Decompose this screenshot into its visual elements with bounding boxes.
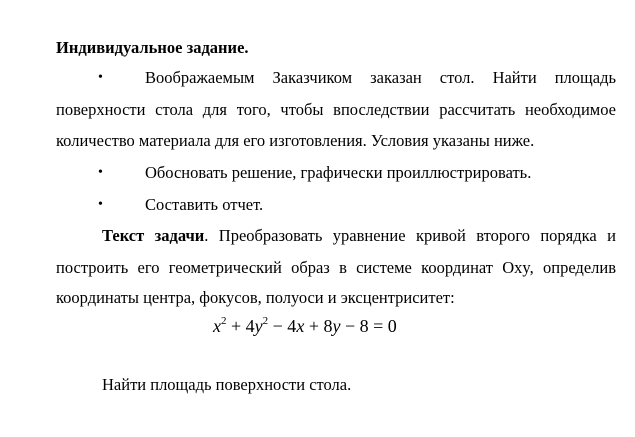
task-line-2: построить его геометрический образ в системе координат Oxy, определив	[56, 258, 616, 277]
task-line-1-text: . Преобразовать уравнение кривой второго порядка и	[204, 226, 616, 245]
task-line-3: координаты центра, фокусов, полуоси и эксцентриситет:	[56, 288, 455, 307]
bullet-1-line-3: количество материала для его изготовления. Условия указаны ниже.	[56, 131, 535, 150]
bullet-2-text: Обосновать решение, графически проиллюстрировать.	[145, 163, 532, 182]
bullet-marker: •	[98, 197, 103, 212]
bullet-1-line-1: Воображаемым Заказчиком заказан стол. Найти площадь	[145, 68, 616, 87]
bullet-marker: •	[98, 165, 103, 180]
final-instruction: Найти площадь поверхности стола.	[102, 375, 352, 394]
assignment-heading: Индивидуальное задание.	[56, 38, 249, 57]
bullet-marker: •	[98, 70, 103, 85]
task-label: Текст задачи	[102, 226, 205, 245]
task-line-1	[102, 226, 616, 246]
bullet-1-line-2: поверхности стола для того, чтобы впоследствии рассчитать необходимое	[56, 100, 616, 119]
bullet-3-text: Составить отчет.	[145, 195, 264, 214]
curve-equation: $x^2 + 4y^2 - 4x + 8y - 8 = 0$	[213, 315, 397, 336]
